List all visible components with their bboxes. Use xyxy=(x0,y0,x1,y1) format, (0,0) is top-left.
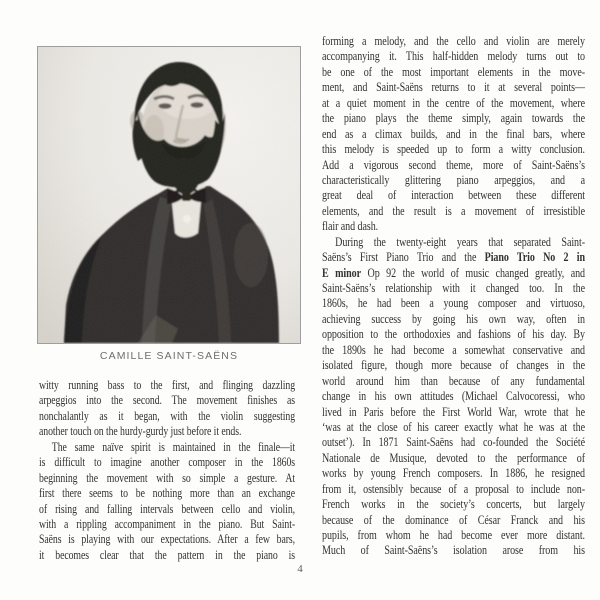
text-line: the piano plays the theme simply, again towards the xyxy=(322,110,585,126)
right-column-text xyxy=(322,33,585,558)
text-line: Add a vigorous second theme, more of Saint-Saëns’s xyxy=(322,156,585,172)
text-line: great deal of interaction between these different xyxy=(322,187,585,203)
text-line: nonchalantly as it began, with the violin suggesting xyxy=(39,407,296,423)
text-line: pupils, from whom he had become ever more distant. xyxy=(322,527,585,542)
page-number: 4 xyxy=(297,563,303,575)
left-text-column xyxy=(39,377,296,562)
text-line: change in his own attitudes (Michael Calvocoressi, who xyxy=(322,388,585,404)
text-line: works by young French composers. In 1886, he resigned xyxy=(322,465,585,481)
text-line: Saëns’s First Piano Trio and the Piano Trio No 2 in xyxy=(322,249,585,265)
portrait-photo-frame xyxy=(37,46,301,344)
text-line: Nationale de Musique, devoted to the performance of xyxy=(322,449,585,465)
text-line: 1860s, he had been a young composer and virtuoso, xyxy=(322,295,585,311)
paragraph xyxy=(39,377,295,439)
text-line: the 1890s he had become a somewhat conservative and xyxy=(322,341,585,357)
text-line: of rising and falling intervals between cello and violin, xyxy=(39,500,296,516)
text-line: achieving success by going his own way, often in xyxy=(322,310,585,326)
text-line: another touch on the hurdy-gurdy just before it ends. xyxy=(39,423,242,439)
text-line: lived in Paris before the First World War, wrote that he xyxy=(322,403,585,419)
text-line: ‘was at the close of his career exactly what he was at the xyxy=(322,418,585,434)
paragraph xyxy=(322,33,585,234)
text-line: During the twenty-eight years that separated Saint- xyxy=(335,233,585,249)
text-line: arpeggios into the second. The movement finishes as xyxy=(39,392,296,408)
text-line: isolated figure, though more because of changes in the xyxy=(322,357,585,373)
text-line: characteristically glittering piano arpeggios, and a xyxy=(322,171,585,187)
text-line: flair and dash. xyxy=(322,218,379,234)
left-column-text xyxy=(39,377,295,562)
paragraph xyxy=(39,439,295,563)
text-line: Much of Saint-Saëns’s isolation arose from his xyxy=(322,542,585,558)
text-line: end as a climax builds, and in the final bars, where xyxy=(322,125,585,141)
text-line: be one of the most important elements in the move- xyxy=(322,63,585,79)
text-line: opposition to the orthodoxies and fashions of his day. By xyxy=(322,326,585,342)
text-line: E minor Op 92 the world of music changed greatly, and xyxy=(322,264,585,280)
text-line: elements, and the result is a movement of irresistible xyxy=(322,202,585,218)
text-line: is difficult to imagine another composer in the 1860s xyxy=(39,454,296,470)
portrait-photo xyxy=(38,47,300,343)
text-line: beginning the movement with so simple a gesture. At xyxy=(39,469,296,485)
text-line: because of the dominance of César Franck and his xyxy=(322,511,585,527)
text-line: Saint-Saëns’s relationship with it changed too. In the xyxy=(322,280,585,295)
text-line: this melody is speeded up to form a witty conclusion. xyxy=(322,141,585,157)
photo-caption: CAMILLE SAINT-SAËNS xyxy=(99,350,239,362)
text-line: from it, ostensibly because of a proposal to include non- xyxy=(322,480,585,496)
text-line: The same naïve spirit is maintained in the finale—it xyxy=(51,438,296,454)
text-line: it becomes clear that the pattern in the piano is xyxy=(39,546,296,562)
text-line: outset’). In 1871 Saint-Saëns had co-founded the Société xyxy=(322,434,585,450)
text-line: with a rippling accompaniment in the piano. But Saint- xyxy=(39,515,296,531)
text-line: witty running bass to the first, and flinging dazzling xyxy=(39,377,296,392)
text-line: ment, and Saint-Saëns returns to it at several points— xyxy=(322,79,585,95)
text-line: accompanying it. This half-hidden melody turns out to xyxy=(322,48,585,64)
text-line: first there seems to be nothing more than an exchange xyxy=(39,485,296,501)
text-line: world around him than because of any fundamental xyxy=(322,372,585,388)
text-line: forming a melody, and the cello and violin are merely xyxy=(322,33,585,48)
right-text-column xyxy=(322,33,586,558)
text-line: French works in the society’s concerts, but largely xyxy=(322,496,585,512)
text-line: at a quiet moment in the centre of the movement, where xyxy=(322,94,585,110)
paragraph xyxy=(322,234,585,558)
text-line: Saëns is playing with our expectations. After a few bars, xyxy=(39,531,296,547)
